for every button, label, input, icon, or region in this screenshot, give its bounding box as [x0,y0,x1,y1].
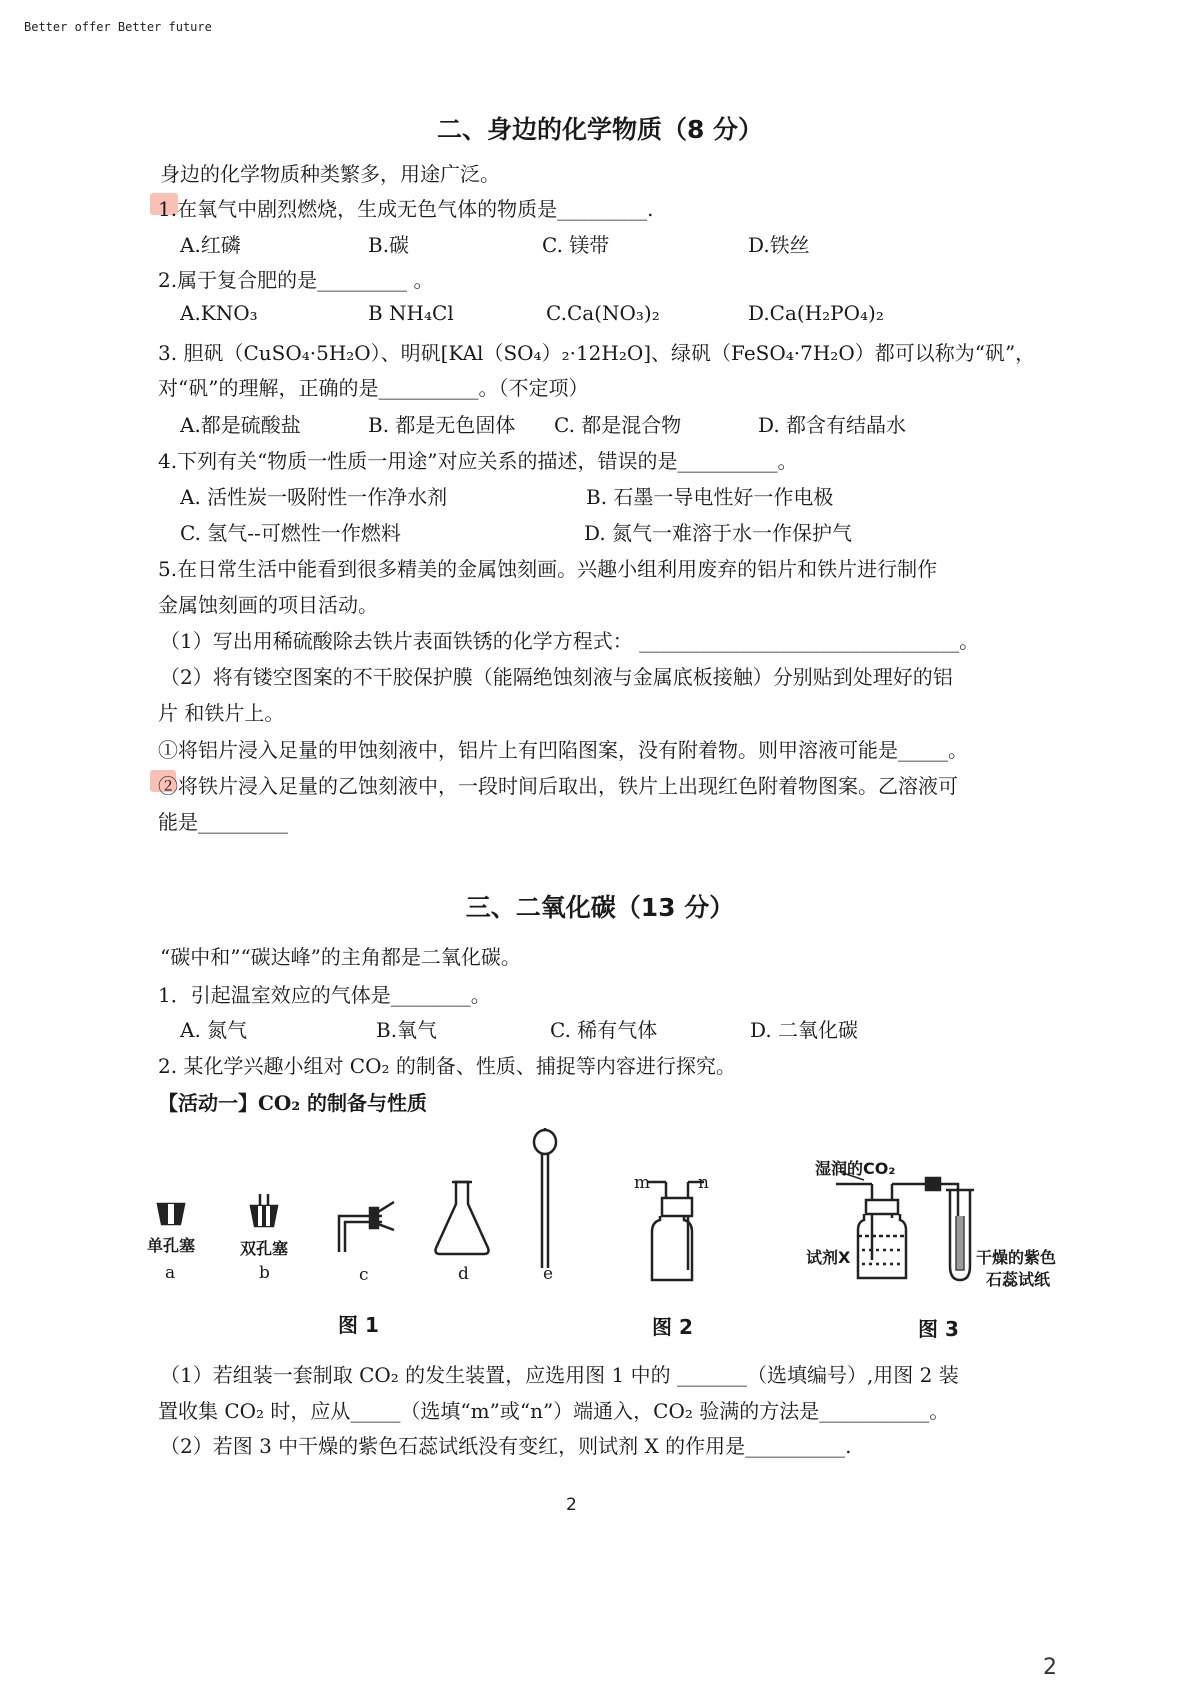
label-reagent-x: 试剂X [806,1248,851,1267]
s2-q2-opt-a: A.KNO₃ [180,301,258,325]
s2-q5-case2-line1: ②将铁片浸入足量的乙蚀刻液中，一段时间后取出，铁片上出现红色附着物图案。乙溶液可 [158,774,958,798]
gas-collecting-bottle-icon [648,1182,704,1280]
single-hole-stopper-icon [158,1204,184,1224]
corner-page-number: 2 [1043,1655,1057,1680]
s2-q2-opt-b: B NH₄Cl [368,301,454,325]
s2-q3-line1: 3. 胆矾（CuSO₄·5H₂O）、明矾[KAl（SO₄）₂·12H₂O]、绿矾（FeSO₄·7H₂O）都可以称为“矾”， [158,341,1036,365]
s3-activity-heading: 【活动一】CO₂ 的制备与性质 [158,1091,428,1115]
s2-q3-opt-c: C. 都是混合物 [554,413,682,437]
caption-figure-1: 图 1 [338,1313,379,1337]
s2-q3-opt-a: A.都是硫酸盐 [180,413,301,437]
s2-q4-opt-c: C. 氢气--可燃性一作燃料 [180,521,401,545]
s2-q1-opt-b: B.碳 [368,233,410,257]
s3-q1: 1．引起温室效应的气体是________。 [158,983,491,1007]
section2-title: 二、身边的化学物质（8 分） [436,115,764,144]
s2-q3-opt-d: D. 都含有结晶水 [758,413,907,437]
label-a: a [165,1263,176,1283]
s2-q5-case1: ①将铝片浸入足量的甲蚀刻液中，铝片上有凹陷图案，没有附着物。则甲溶液可能是_____。 [158,738,968,762]
label-litmus-paper-line1: 干燥的紫色 [976,1248,1057,1267]
section3-title: 三、二氧化碳（13 分） [465,893,735,922]
s2-q2-opt-d: D.Ca(H₂PO₄)₂ [748,301,884,325]
label-c: c [359,1265,369,1285]
page-header: Better offer Better future [24,20,212,34]
s2-q5-case2-line2: 能是_________ [158,810,288,834]
s3-q1-opt-a: A. 氮气 [180,1018,248,1042]
s2-q1: 1.在氧气中剧烈燃烧，生成无色气体的物质是_________. [158,197,654,221]
label-e: e [543,1264,554,1284]
s2-q3-opt-b: B. 都是无色固体 [368,413,516,437]
s2-q5-part1: （1）写出用稀硫酸除去铁片表面铁锈的化学方程式： ________________________________。 [160,629,980,653]
label-d: d [458,1264,469,1284]
two-hole-stopper-icon [251,1194,277,1226]
section2-intro: 身边的化学物质种类繁多，用途广泛。 [160,162,500,186]
label-litmus-paper-line2: 石蕊试纸 [986,1270,1051,1289]
s2-q3-line2: 对“矾”的理解，正确的是__________。（不定项） [158,376,589,400]
long-neck-funnel-icon [534,1128,556,1268]
s3-part2: （2）若图 3 中干燥的紫色石蕊试纸没有变红，则试剂 X 的作用是__________. [160,1434,852,1458]
s3-q1-opt-d: D. 二氧化碳 [750,1018,859,1042]
s2-q5-part2-line2: 片 和铁片上。 [158,701,285,725]
caption-figure-2: 图 2 [652,1315,693,1339]
label-m: m [634,1173,651,1193]
bent-tube-icon [339,1202,394,1252]
s2-q1-opt-a: A.红磷 [180,233,241,257]
s2-q1-opt-d: D.铁丝 [748,233,810,257]
caption-figure-3: 图 3 [918,1317,959,1341]
s2-q5-part2-line1: （2）将有镂空图案的不干胶保护膜（能隔绝蚀刻液与金属底板接触）分别贴到处理好的铝 [160,665,953,689]
s2-q4-opt-d: D. 氮气一难溶于水一作保护气 [584,521,853,545]
s3-q2: 2. 某化学兴趣小组对 CO₂ 的制备、性质、捕捉等内容进行探究。 [158,1054,736,1078]
label-n: n [698,1173,709,1193]
label-single-hole-stopper: 单孔塞 [147,1236,196,1255]
label-two-hole-stopper: 双孔塞 [240,1239,289,1258]
conical-flask-icon [436,1182,489,1254]
s2-q5-line2: 金属蚀刻画的项目活动。 [158,593,378,617]
s2-q4-opt-b: B. 石墨一导电性好一作电极 [586,485,834,509]
s3-q1-opt-b: B.氧气 [376,1018,438,1042]
section3-intro: “碳中和”“碳达峰”的主角都是二氧化碳。 [160,945,521,969]
s3-part1-line1: （1）若组装一套制取 CO₂ 的发生装置，应选用图 1 中的 _______（选填编号）,用图 2 装 [160,1363,959,1387]
label-wet-co2: 湿润的CO₂ [815,1159,896,1178]
s2-q1-opt-c: C. 镁带 [542,233,610,257]
label-b: b [259,1263,270,1283]
wash-bottle-icon [836,1172,974,1280]
s2-q5-line1: 5.在日常生活中能看到很多精美的金属蚀刻画。兴趣小组利用废弃的铝片和铁片进行制作 [158,557,938,581]
s3-q1-opt-c: C. 稀有气体 [550,1018,658,1042]
s2-q2: 2.属于复合肥的是_________ 。 [158,268,434,292]
s2-q4-opt-a: A. 活性炭一吸附性一作净水剂 [180,485,448,509]
s3-part1-line2: 置收集 CO₂ 时，应从_____（选填“m”或“n”）端通入，CO₂ 验满的方法是___________。 [158,1399,950,1423]
s2-q4: 4.下列有关“物质一性质一用途”对应关系的描述，错误的是__________。 [158,449,798,473]
s2-q2-opt-c: C.Ca(NO₃)₂ [546,301,660,325]
page-number: 2 [566,1495,577,1515]
